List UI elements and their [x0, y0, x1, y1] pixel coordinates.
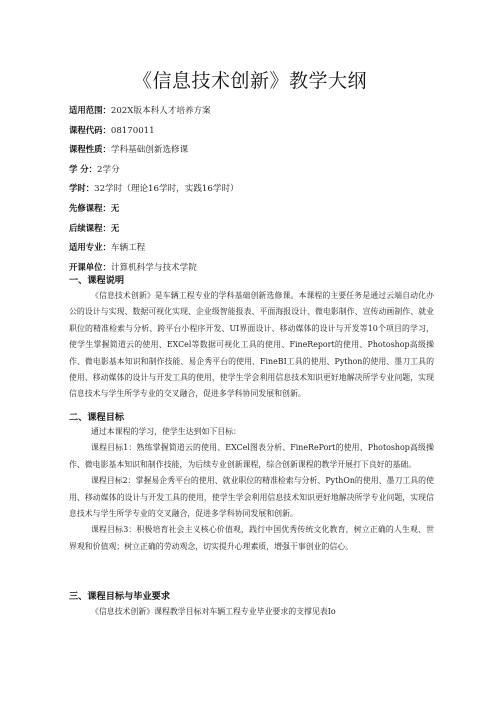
meta-label: 先修课程：: [69, 202, 111, 213]
meta-value: 08170011: [110, 125, 155, 136]
section-heading-course-objectives: 二、课程目标: [69, 412, 125, 423]
meta-label: 学 分：: [69, 163, 98, 174]
meta-value: 32学时（理论16学时，实践16学时）: [94, 184, 239, 195]
meta-row-credits: [69, 160, 439, 180]
meta-label: 后续课程：: [69, 222, 111, 233]
section-heading-course-description: 一、课程说明: [69, 275, 125, 286]
meta-value: 2学分: [97, 164, 120, 175]
meta-value: 学科基础创新选修课: [110, 145, 189, 156]
meta-value: 无: [110, 202, 120, 213]
meta-row-scope: [69, 101, 439, 121]
section-body-objectives-and-requirements: [69, 604, 434, 620]
meta-row-prerequisites: [69, 199, 439, 219]
course-info-block: [69, 101, 439, 277]
meta-value: 车辆工程: [110, 243, 146, 254]
meta-row-hours: [69, 179, 439, 199]
meta-row-department: [69, 258, 439, 278]
paragraph: 通过本课程的学习，使学生达到如下目标：: [91, 427, 241, 436]
meta-label: 课程代码：: [69, 124, 111, 135]
meta-row-major: [69, 238, 439, 258]
section-heading-objectives-and-requirements: 三、课程目标与毕业要求: [69, 591, 171, 602]
meta-row-course-code: [69, 121, 439, 141]
paragraph: 课程目标2：掌握易企秀平台的使用、就业职位的精准检索与分析、PythOn的使用、墨刀工具的使用、移动媒体的设计与开发工具的使用，使学生学会利用信息技术知识更好地解决所学专业问题，实现信息技术与学生所学专业的交叉融合，促进多学科协同发展和创新。: [69, 476, 434, 519]
document-title: 《信息技术创新》教学大纲: [132, 70, 367, 92]
paragraph: 《信息技术创新》是车辆工程专业的学科基础创新选修课。本课程的主要任务是通过云端自动化办公的设计与实现、数据可视化实现、企业级智能报表、平面海报设计、微电影制作、宣传动画制作、就业职位的精准检索与分析、跨平台小程序开发、UI界面设计、移动媒体的设计与开发等10个项目的学习，使学生掌握简道云的使用、EXCel等数据可视化工具的使用、FineReport的使用、Photoshop高级操作、微电影基本知识和制作技能、易企秀平台的使用、FineBI工具的使用、Python的使用、墨刀工具的使用、移动媒体的设计与开发工具的使用，使学生学会利用信息技术知识更好地解决所学专业问题，实现信息技术与学生所学专业的交叉融合，促进多学科协同发展和创新。: [69, 291, 434, 399]
meta-row-course-nature: [69, 140, 439, 160]
meta-label: 适用范围：: [69, 105, 111, 115]
meta-label: 适用专业：: [69, 242, 111, 253]
meta-row-followup: [69, 219, 439, 239]
meta-value: 无: [110, 222, 120, 233]
section-body-course-description: [69, 288, 434, 403]
paragraph: 《信息技术创新》课程教学目标对车辆工程专业毕业要求的支撑见表Io: [91, 607, 336, 616]
meta-label: 学时：: [69, 183, 95, 194]
section-body-course-objectives: [69, 424, 434, 555]
meta-value: 计算机科学与技术学院: [110, 262, 197, 273]
meta-value: 202X版本科人才培养方案: [110, 106, 211, 116]
paragraph: 课程目标3：积极培育社会主义核心价值观，践行中国优秀传统文化教育，树立正确的人生观、世界观和价值观；树立正确的劳动观念，切实提升心理素质，增强干事创业的信心。: [69, 525, 434, 551]
paragraph: 课程目标1：熟练掌握简道云的使用、EXCel图表分析、FineRePort的使用、Photoshop高级操作、微电影基本知识和制作技能，为后续专业创新课程，综合创新课程的教学开展打下良好的基础。: [69, 443, 434, 469]
meta-label: 开课单位：: [69, 261, 111, 272]
meta-label: 课程性质：: [69, 144, 111, 155]
